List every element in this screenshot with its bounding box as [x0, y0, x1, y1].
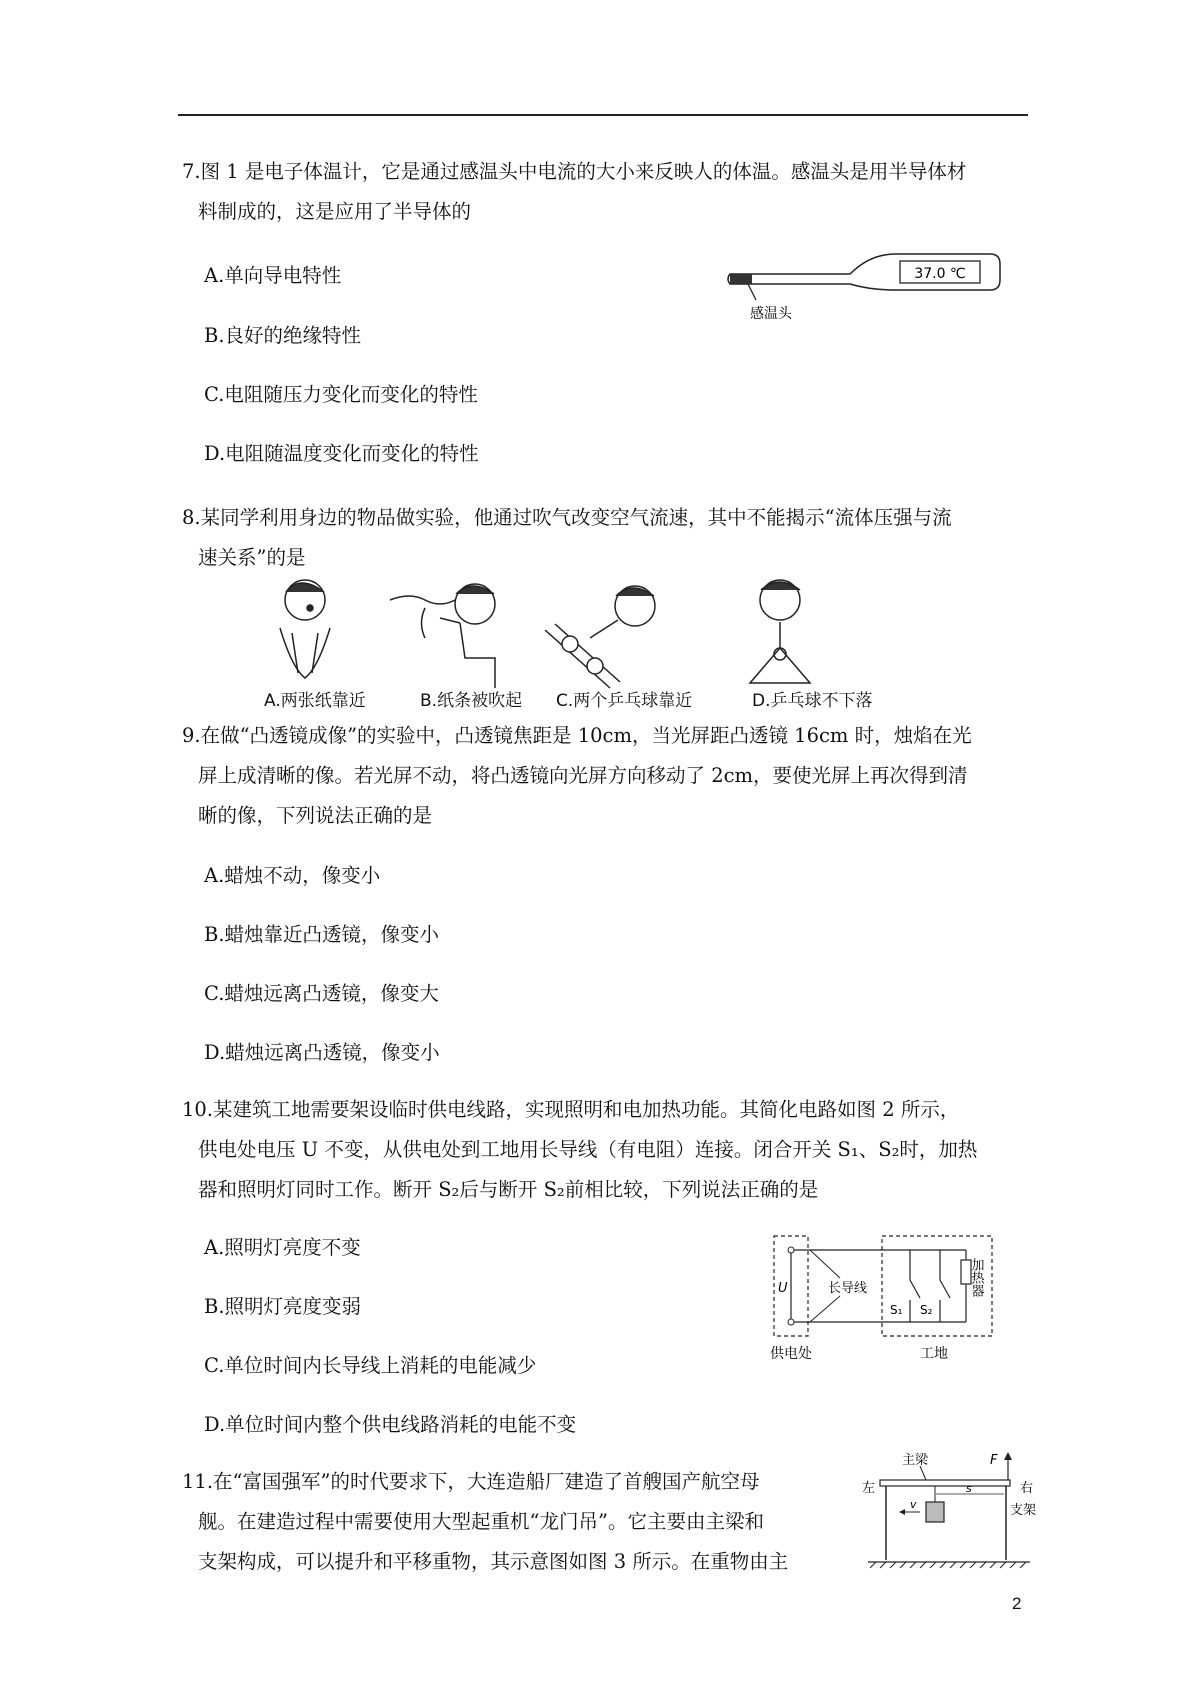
page-number: 2 — [1012, 1594, 1022, 1613]
question-7-line-1: 7.图 1 是电子体温计，它是通过感温头中电流的大小来反映人的体温。感温头是用半导体材 — [182, 160, 967, 183]
q10-option-b: B.照明灯亮度变弱 — [204, 1295, 362, 1318]
heater-label: 加热器 — [968, 1258, 984, 1297]
question-9-line-3: 晰的像，下列说法正确的是 — [198, 804, 433, 827]
long-wire-label: 长导线 — [828, 1281, 868, 1296]
question-11-line-2: 舰。在建造过程中需要使用大型起重机“龙门吊”。它主要由主梁和 — [198, 1510, 764, 1533]
q7-option-b: B.良好的绝缘特性 — [204, 324, 362, 347]
support-label: 支架 — [1010, 1503, 1037, 1518]
left-label: 左 — [862, 1481, 876, 1496]
distance-label: s — [966, 1482, 972, 1495]
sensor-label: 感温头 — [750, 306, 792, 322]
question-9-line-2: 屏上成清晰的像。若光屏不动，将凸透镜向光屏方向移动了 2cm，要使光屏上再次得到清 — [198, 764, 968, 787]
illustration-b-paper-strip — [390, 584, 495, 688]
supply-label: 供电处 — [770, 1346, 812, 1362]
question-10 — [182, 1096, 977, 1204]
q9-option-b: B.蜡烛靠近凸透镜，像变小 — [204, 923, 440, 946]
q10-option-c: C.单位时间内长导线上消耗的电能减少 — [204, 1354, 537, 1377]
q7-option-a: A.单向导电特性 — [204, 264, 342, 287]
thermometer-figure — [720, 250, 1010, 325]
question-7-line-2: 料制成的，这是应用了半导体的 — [198, 200, 472, 223]
question-7 — [182, 158, 966, 226]
q10-option-a: A.照明灯亮度不变 — [204, 1236, 361, 1259]
thermometer-display: 37.0 ℃ — [914, 266, 966, 282]
question-10-line-2: 供电处电压 U 不变，从供电处到工地用长导线（有电阻）连接。闭合开关 S₁、S₂时，加热 — [198, 1138, 978, 1161]
header-rule — [178, 114, 1028, 116]
question-8-line-2: 速关系”的是 — [198, 546, 306, 569]
question-11 — [182, 1468, 788, 1576]
q9-option-a: A.蜡烛不动，像变小 — [204, 864, 381, 887]
switch-s1-label: S₁ — [890, 1303, 903, 1317]
question-10-line-3: 器和照明灯同时工作。断开 S₂后与断开 S₂前相比较，下列说法正确的是 — [198, 1178, 819, 1201]
right-label: 右 — [1020, 1481, 1034, 1496]
q7-option-d: D.电阻随温度变化而变化的特性 — [204, 442, 479, 465]
question-10-line-1: 10.某建筑工地需要架设临时供电线路，实现照明和电加热功能。其简化电路如图 2 所示， — [182, 1098, 960, 1121]
velocity-label: v — [910, 1498, 917, 1511]
caption-b: B.纸条被吹起 — [420, 691, 523, 711]
question-8 — [182, 504, 952, 572]
question-8-line-1: 8.某同学利用身边的物品做实验，他通过吹气改变空气流速，其中不能揭示“流体压强与流 — [182, 506, 952, 529]
q10-option-d: D.单位时间内整个供电线路消耗的电能不变 — [204, 1413, 577, 1436]
q7-option-c: C.电阻随压力变化而变化的特性 — [204, 383, 478, 406]
question-9 — [182, 722, 972, 830]
site-label: 工地 — [920, 1346, 948, 1362]
question-9-line-1: 9.在做“凸透镜成像”的实验中，凸透镜焦距是 10cm，当光屏距凸透镜 16cm 时，烛焰在光 — [182, 724, 972, 747]
illustration-c-two-balls — [545, 586, 655, 688]
voltage-label: U — [778, 1281, 788, 1296]
caption-a: A.两张纸靠近 — [264, 691, 366, 711]
illustration-d-ball-funnel — [750, 580, 810, 683]
circuit-figure — [770, 1230, 1010, 1370]
beam-label: 主梁 — [902, 1453, 929, 1468]
caption-c: C.两个乒乓球靠近 — [556, 691, 693, 711]
switch-s2-label: S₂ — [920, 1303, 933, 1317]
q9-option-c: C.蜡烛远离凸透镜，像变大 — [204, 982, 439, 1005]
illustration-a-two-papers — [280, 580, 330, 678]
q9-option-d: D.蜡烛远离凸透镜，像变小 — [204, 1041, 440, 1064]
caption-d: D.乒乓球不下落 — [752, 691, 873, 711]
question-11-line-3: 支架构成，可以提升和平移重物，其示意图如图 3 所示。在重物由主 — [198, 1550, 789, 1573]
question-11-line-1: 11.在“富国强军”的时代要求下，大连造船厂建造了首艘国产航空母 — [182, 1470, 760, 1493]
gantry-crane-figure — [860, 1450, 1050, 1580]
force-label: F — [990, 1453, 998, 1468]
